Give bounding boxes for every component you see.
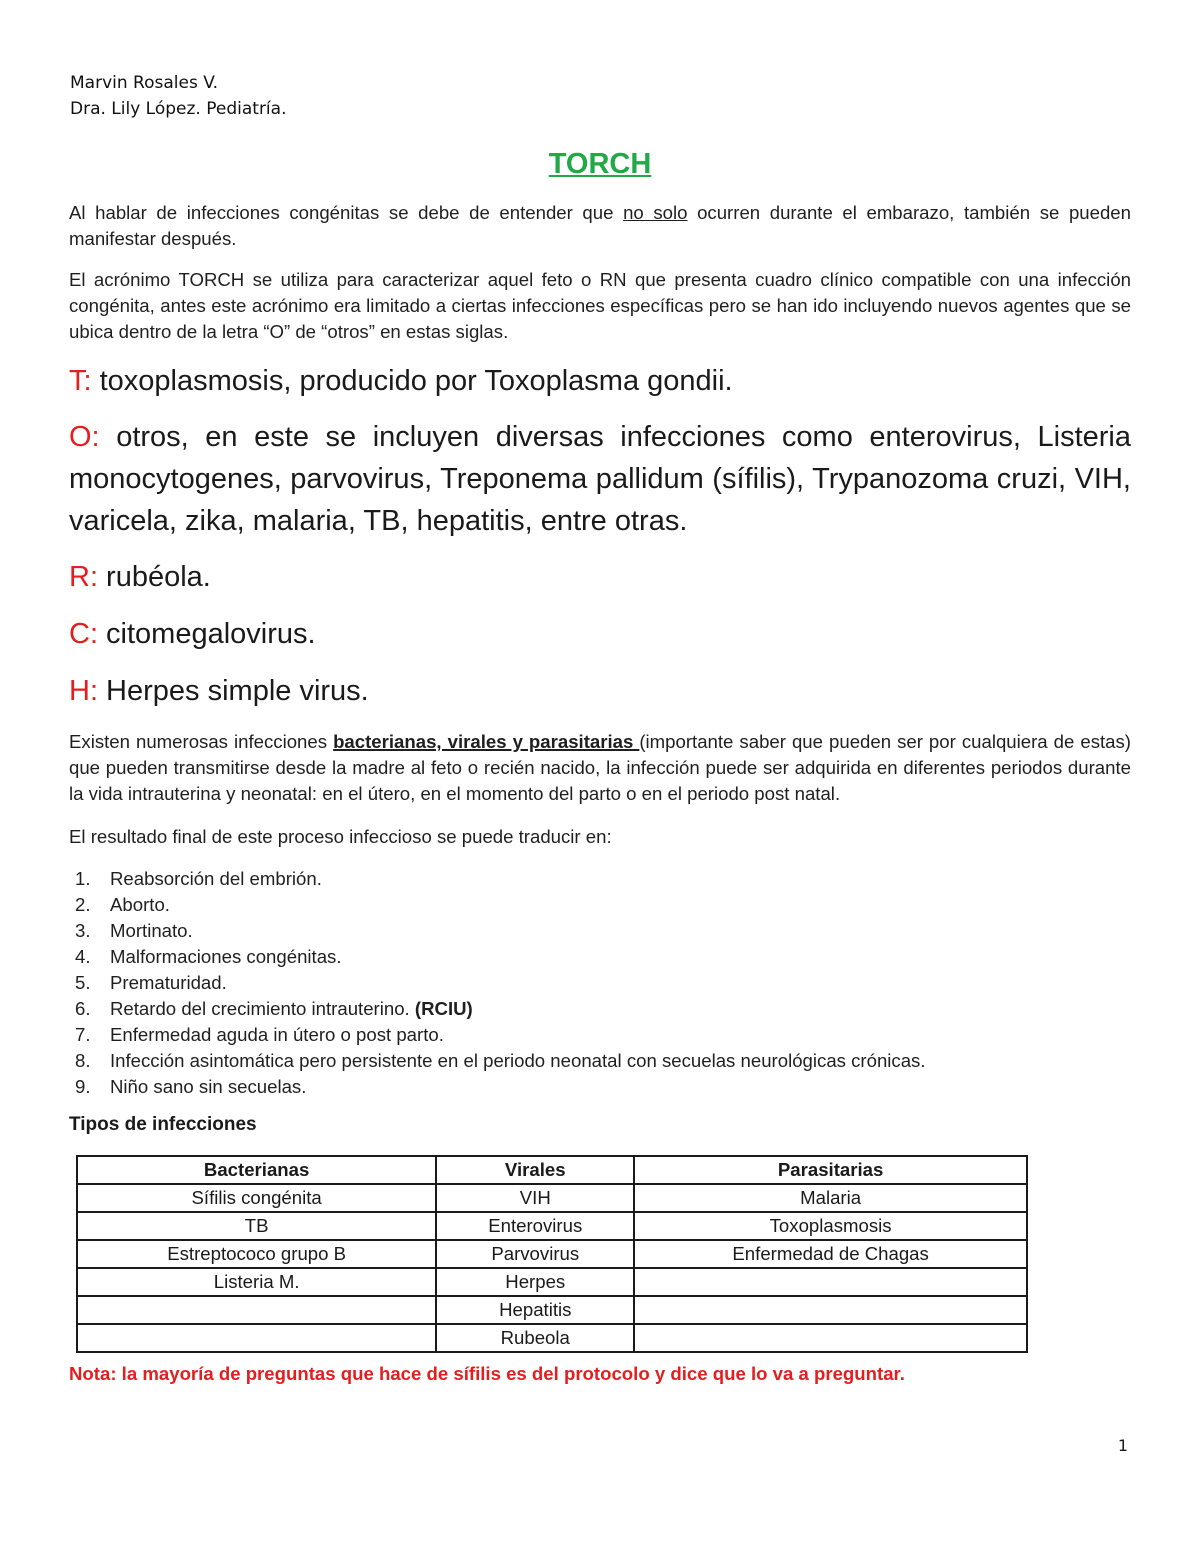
tipos-heading: Tipos de infecciones	[69, 1114, 257, 1135]
infection-types-table	[76, 1155, 1028, 1353]
torch-letter: C:	[69, 618, 98, 650]
torch-text: Herpes simple virus.	[98, 675, 369, 707]
author-name: Marvin Rosales V.	[70, 73, 219, 93]
table-row	[77, 1240, 1027, 1268]
list-text: Malformaciones congénitas.	[110, 946, 342, 967]
table-cell	[634, 1324, 1027, 1352]
doctor-line: Dra. Lily López. Pediatría.	[70, 99, 287, 119]
resultado-intro: El resultado final de este proceso infeccioso se puede traducir en:	[69, 826, 612, 847]
torch-text: toxoplasmosis, producido por Toxoplasma gondii.	[91, 365, 733, 397]
existen-before: Existen numerosas infecciones	[69, 731, 334, 752]
nota-text: Nota: la mayoría de preguntas que hace de sífilis es del protocolo y dice que lo va a preguntar.	[69, 1363, 905, 1384]
existen-bold: bacterianas, virales y parasitarias	[333, 731, 640, 752]
list-text: Niño sano sin secuelas.	[110, 1076, 307, 1097]
table-cell: Enterovirus	[436, 1212, 634, 1240]
intro1-after: ocurren durante el embarazo, también se pueden manifestar después.	[69, 202, 1131, 249]
table-cell: Sífilis congénita	[77, 1184, 436, 1212]
list-text: Aborto.	[110, 894, 170, 915]
table-cell: Enfermedad de Chagas	[634, 1240, 1027, 1268]
torch-text: rubéola.	[98, 561, 211, 593]
header-virales: Virales	[436, 1156, 634, 1184]
table-row	[77, 1268, 1027, 1296]
table-cell	[634, 1268, 1027, 1296]
intro-paragraph-1	[69, 200, 1131, 252]
list-item	[69, 918, 926, 944]
list-text: Infección asintomática pero persistente en el periodo neonatal con secuelas neurológicas crónicas.	[110, 1050, 926, 1071]
list-item	[69, 970, 926, 996]
list-number: 5.	[75, 972, 91, 993]
list-item	[69, 996, 926, 1022]
list-number: 2.	[75, 894, 91, 915]
table-cell: Listeria M.	[77, 1268, 436, 1296]
table-row	[77, 1324, 1027, 1352]
page-number: 1	[1117, 1436, 1128, 1455]
list-item	[69, 944, 926, 970]
header-parasitarias: Parasitarias	[634, 1156, 1027, 1184]
list-number: 9.	[75, 1076, 91, 1097]
torch-text: otros, en este se incluyen diversas infecciones como enterovirus, Listeria monocytogenes, parvovirus, Treponema pallidum (sífilis), Trypanozoma cruzi, VIH, varicela, zika, malaria, TB, hepatitis, entre otras.	[69, 421, 1131, 537]
intro-paragraph-2: El acrónimo TORCH se utiliza para caracterizar aquel feto o RN que presenta cuadro clínico compatible con una infección congénita, antes este acrónimo era limitado a ciertas infecciones específicas pero se han ido incluyendo nuevos agentes que se ubica dentro de la letra “O” de “otros” en estas siglas.	[69, 269, 1131, 342]
torch-letter: O:	[69, 421, 100, 453]
torch-letter: R:	[69, 561, 98, 593]
table-cell: Herpes	[436, 1268, 634, 1296]
list-text: Retardo del crecimiento intrauterino.	[110, 998, 415, 1019]
list-item	[69, 1074, 926, 1100]
list-item	[69, 1048, 926, 1074]
table-cell: Rubeola	[436, 1324, 634, 1352]
page-title: TORCH	[548, 148, 652, 180]
list-text: Enfermedad aguda in útero o post parto.	[110, 1024, 444, 1045]
intro1-before: Al hablar de infecciones congénitas se debe de entender que	[69, 202, 624, 223]
list-item	[69, 892, 926, 918]
list-item	[69, 866, 926, 892]
torch-text: citomegalovirus.	[98, 618, 316, 650]
table-cell: VIH	[436, 1184, 634, 1212]
table-row	[77, 1296, 1027, 1324]
list-number: 7.	[75, 1024, 91, 1045]
torch-letter: T:	[69, 365, 92, 397]
table-cell: Parvovirus	[436, 1240, 634, 1268]
table-cell: Toxoplasmosis	[634, 1212, 1027, 1240]
table-cell: Estreptococo grupo B	[77, 1240, 436, 1268]
torch-item-t	[69, 360, 1131, 402]
torch-letter: H:	[69, 675, 98, 707]
table-cell	[77, 1324, 436, 1352]
results-list	[69, 866, 926, 1100]
list-number: 3.	[75, 920, 91, 941]
table-row	[77, 1184, 1027, 1212]
torch-item-c	[69, 613, 1131, 655]
list-number: 1.	[75, 868, 91, 889]
table-header-row	[77, 1156, 1027, 1184]
list-item	[69, 1022, 926, 1048]
list-text: Prematuridad.	[110, 972, 227, 993]
torch-item-r	[69, 556, 1131, 598]
intro1-underlined: no solo	[623, 202, 688, 223]
list-number: 4.	[75, 946, 91, 967]
list-text: Mortinato.	[110, 920, 193, 941]
table-cell: Malaria	[634, 1184, 1027, 1212]
list-number: 8.	[75, 1050, 91, 1071]
list-text: Reabsorción del embrión.	[110, 868, 322, 889]
table-cell: Hepatitis	[436, 1296, 634, 1324]
table-cell: TB	[77, 1212, 436, 1240]
table-cell	[634, 1296, 1027, 1324]
existen-after: (importante saber que pueden ser por cualquiera de estas) que pueden transmitirse desde la madre al feto o recién nacido, la infección puede ser adquirida en diferentes periodos durante la vida intrauterina y neonatal: en el útero, en el momento del parto o en el periodo post natal.	[69, 731, 1131, 804]
table-row	[77, 1212, 1027, 1240]
header-bacterianas: Bacterianas	[77, 1156, 436, 1184]
list-number: 6.	[75, 998, 91, 1019]
table-cell	[77, 1296, 436, 1324]
torch-item-h	[69, 670, 1131, 712]
list-bold: (RCIU)	[414, 998, 473, 1019]
existen-paragraph	[69, 729, 1131, 807]
torch-item-o	[69, 416, 1131, 542]
